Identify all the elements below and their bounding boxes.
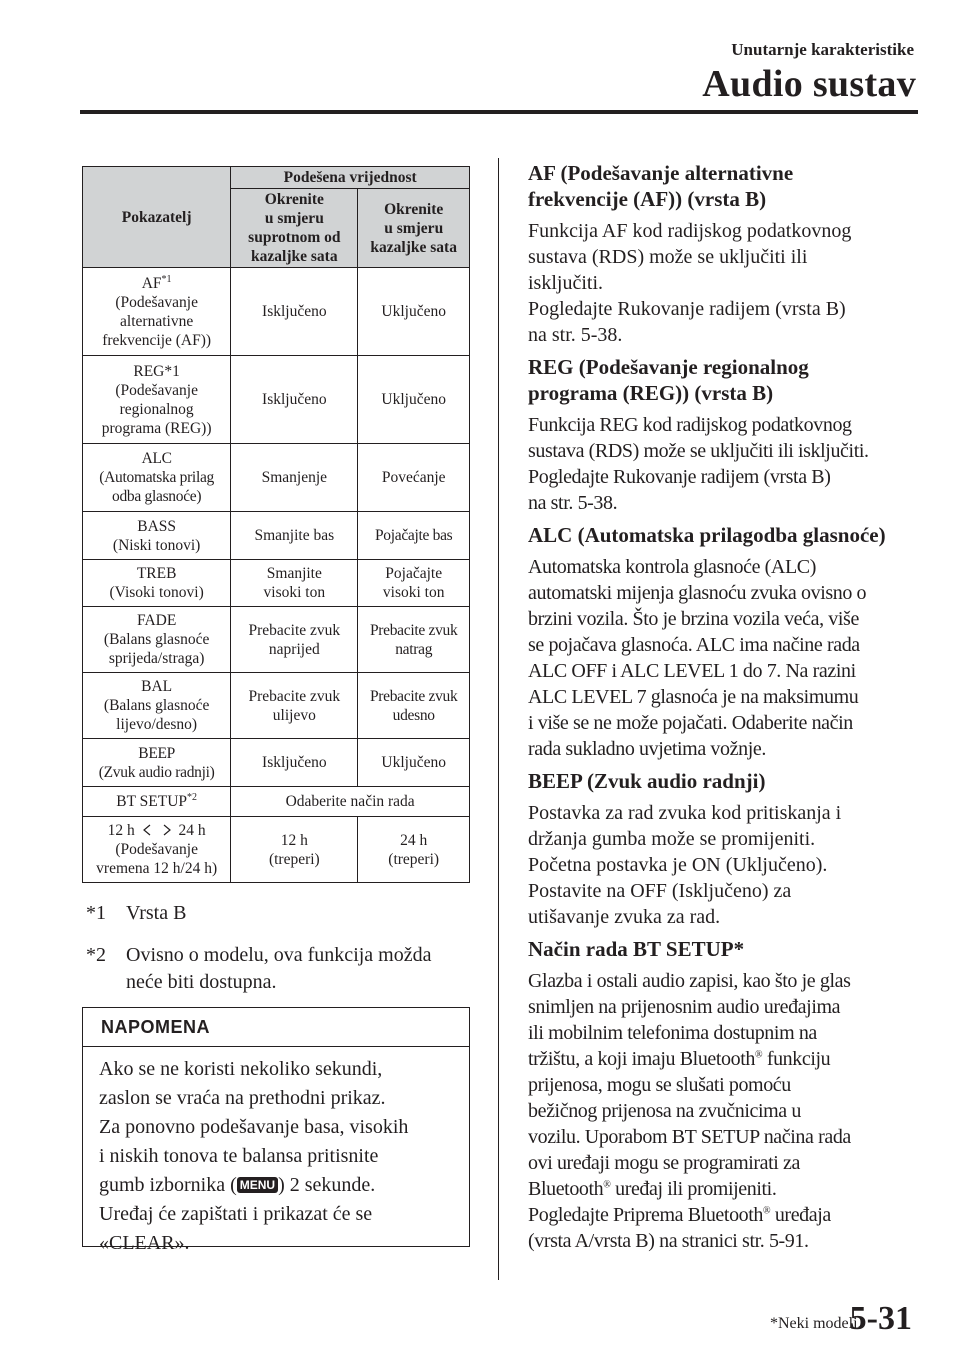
row-indicator: BASS (Niski tonovi) [83, 512, 231, 560]
table-row [83, 673, 470, 739]
row-indicator: REG*1 (Podešavanje regionalnog programa (REG)) [83, 356, 231, 444]
table-row [83, 560, 470, 607]
page-title: Audio sustav [702, 63, 916, 105]
section-paragraph: Funkcija AF kod radijskog podatkovnog sustava (RDS) može se uključiti ili isključiti. Pogledajte Rukovanje radijem (vrsta B) na str. 5-38. [528, 220, 852, 346]
column-divider [498, 158, 499, 1280]
row-indicator: 12 h 24 h (Podešavanje vremena 12 h/24 h) [83, 817, 231, 883]
header-counterclockwise: Okrenite u smjeru suprotnom od kazaljke sata [231, 189, 358, 268]
row-cw-value: Prebacite zvuk udesno [358, 673, 470, 739]
footnote: *2 Ovisno o modelu, ova funkcija možda neće biti dostupna. [86, 944, 432, 993]
section-paragraph: Automatska kontrola glasnoće (ALC) automatski mijenja glasnoću zvuka ovisno o brzini vozila. Što je brzina vozila veća, više se pojačava glasnoća. ALC ima načine rada ALC OFF i ALC LEVEL 1 do 7. Na razini ALC LEVEL 7 glasnoća je na maksimumu i više se ne može pojačati. Odaberite način rada sukladno uvjetima vožnje. [528, 556, 867, 760]
table-row [83, 607, 470, 673]
row-ccw-value: Smanjenje [231, 444, 358, 512]
row-cw-value: Povećanje [358, 444, 470, 512]
row-indicator: BEEP (Zvuk audio radnji) [83, 739, 231, 787]
section-paragraph: Glazba i ostali audio zapisi, kao što je glas snimljen na prijenosnim audio uređajima ili mobilnim telefonima dostupnim na tržištu, a koji imaju Bluetooth® funkciju prijenosa, mogu se slušati pomoću bežičnog prijenosa na zvučnicima u vozilu. Uporabom BT SETUP načina rada ovi uređaji mogu se programirati za Bluetooth® uređaj ili promijeniti. Pogledajte Priprema Bluetooth® uređaja (vrsta A/vrsta B) na stranici str. 5-91. [528, 970, 851, 1252]
section-title: Unutarnje karakteristike [731, 40, 914, 59]
row-indicator: AF$^{*1}$ (Podešavanje alternativne frekvencije (AF)) [83, 268, 231, 356]
row-ccw-value: Smanjite bas [231, 512, 358, 560]
row-ccw-value: 12 h (treperi) [231, 817, 358, 883]
row-indicator: ALC (Automatska prilag odba glasnoće) [83, 444, 231, 512]
table-row [83, 512, 470, 560]
section-heading: ALC (Automatska prilagodba glasnoće) [528, 523, 886, 547]
menu-button-icon: MENU [237, 1177, 278, 1193]
table-row [83, 356, 470, 444]
audio-settings-table [82, 166, 470, 883]
row-ccw-value: Smanjite visoki ton [231, 560, 358, 607]
row-merged-value: Odaberite način rada [231, 787, 470, 817]
row-cw-value: Uključeno [358, 268, 470, 356]
table-row [83, 444, 470, 512]
section-heading: BEEP (Zvuk audio radnji) [528, 769, 766, 793]
row-ccw-value: Prebacite zvuk naprijed [231, 607, 358, 673]
page-number: 5-31 [849, 1300, 912, 1337]
footnote: *1 Vrsta B [86, 902, 187, 924]
table-row [83, 817, 470, 883]
table-row [83, 739, 470, 787]
row-cw-value: 24 h (treperi) [358, 817, 470, 883]
note-text: Ako se ne koristi nekoliko sekundi, zaslon se vraća na prethodni prikaz. Za ponovno podešavanje basa, visokih i niskih tonova te balansa pritisnite gumb izbornika ( MENU ) 2 sekunde. Uređaj će zapištati i prikazat će se «CLEAR». [99, 1058, 409, 1254]
header-clockwise: Okrenite u smjeru kazaljke sata [358, 189, 470, 268]
section-paragraph: Funkcija REG kod radijskog podatkovnog sustava (RDS) može se uključiti ili isključiti. Pogledajte Rukovanje radijem (vrsta B) na str. 5-38. [528, 414, 869, 514]
table-row [83, 787, 470, 817]
header-value: Podešena vrijednost [231, 167, 470, 189]
row-cw-value: Prebacite zvuk natrag [358, 607, 470, 673]
section-paragraph: Postavka za rad zvuka kod pritiskanja i držanja gumba može se promijeniti. Početna postavka je ON (Uključeno). Postavite na OFF (Isključeno) za utišavanje zvuka za rad. [528, 802, 842, 928]
row-indicator: TREB (Visoki tonovi) [83, 560, 231, 607]
row-indicator: BT SETUP$^{*2}$ [83, 787, 231, 817]
table-row [83, 268, 470, 356]
section-heading: REG (Podešavanje regionalnog programa (REG)) (vrsta B) [528, 355, 809, 405]
chevron-left-right-icon [139, 824, 175, 836]
header-indicator: Pokazatelj [83, 167, 231, 268]
header-divider [80, 110, 918, 114]
row-cw-value: Uključeno [358, 739, 470, 787]
row-ccw-value: Isključeno [231, 739, 358, 787]
row-cw-value: Pojačajte visoki ton [358, 560, 470, 607]
row-ccw-value: Prebacite zvuk ulijevo [231, 673, 358, 739]
section-heading: Način rada BT SETUP* [528, 937, 745, 961]
row-indicator: BAL (Balans glasnoće lijevo/desno) [83, 673, 231, 739]
note-box [82, 1007, 470, 1254]
row-ccw-value: Isključeno [231, 356, 358, 444]
right-column [528, 160, 928, 1260]
row-indicator: FADE (Balans glasnoće sprijeda/straga) [83, 607, 231, 673]
note-heading: NAPOMENA [83, 1008, 469, 1047]
row-ccw-value: Isključeno [231, 268, 358, 356]
row-cw-value: Pojačajte bas [358, 512, 470, 560]
section-heading: AF (Podešavanje alternativne frekvencije (AF)) (vrsta B) [528, 161, 794, 211]
row-cw-value: Uključeno [358, 356, 470, 444]
models-footnote: *Neki modeli. [770, 1315, 862, 1332]
